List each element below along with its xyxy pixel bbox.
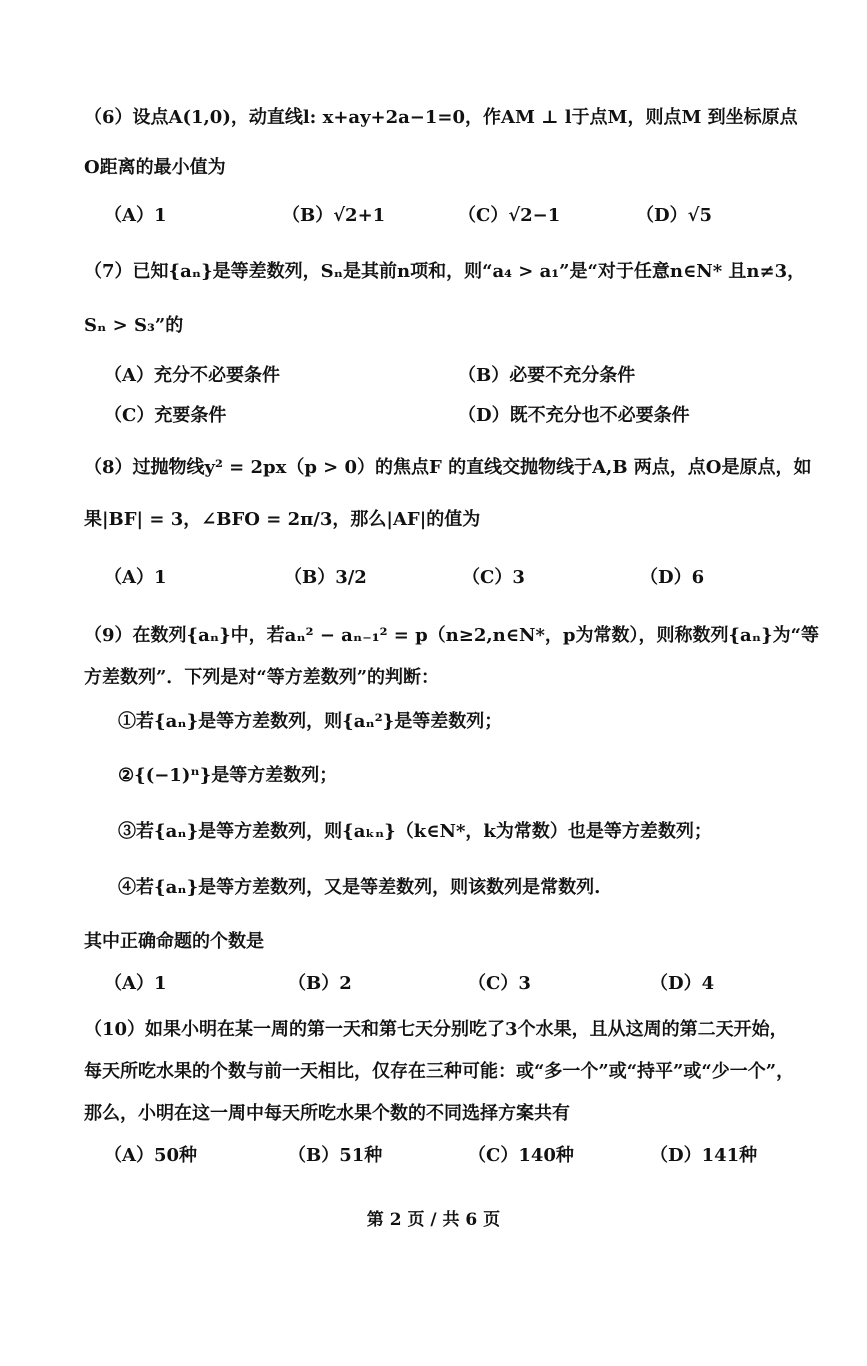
- q8-option-c: （C）3: [462, 567, 525, 588]
- q6-option-d: （D）√5: [636, 205, 712, 226]
- q9-option-b: （B）2: [288, 973, 352, 994]
- q6-line1: （6）设点A(1,0)，动直线l: x+ay+2a−1=0，作AM ⊥ l于点M，则点M 到坐标原点: [84, 107, 798, 128]
- q9-item-3: ③若{aₙ}是等方差数列，则{aₖₙ}（k∈N*，k为常数）也是等方差数列；: [118, 821, 712, 842]
- q6-option-c: （C）√2−1: [458, 205, 561, 226]
- q9-line2: 方差数列”．下列是对“等方差数列”的判断：: [84, 667, 440, 688]
- q10-option-c: （C）140种: [468, 1145, 574, 1166]
- q6-option-a: （A）1: [104, 205, 167, 226]
- q7-option-c: （C）充要条件: [104, 405, 227, 426]
- q6-line2: O距离的最小值为: [84, 157, 226, 178]
- q8-option-d: （D）6: [640, 567, 705, 588]
- q8-option-a: （A）1: [104, 567, 167, 588]
- q9-line1: （9）在数列{aₙ}中，若aₙ² − aₙ₋₁² = p（n≥2,n∈N*，p为常数），则称数列{aₙ}为“等: [84, 625, 819, 646]
- q7-line2: Sₙ > S₃”的: [84, 315, 184, 336]
- q9-option-d: （D）4: [650, 973, 715, 994]
- q10-line1: （10）如果小明在某一周的第一天和第七天分别吃了3个水果，且从这周的第二天开始，: [84, 1019, 788, 1040]
- q8-line2: 果|BF| = 3，∠BFO = 2π/3，那么|AF|的值为: [84, 509, 481, 530]
- q9-item-4: ④若{aₙ}是等方差数列，又是等差数列，则该数列是常数列.: [118, 877, 601, 898]
- q10-line2: 每天所吃水果的个数与前一天相比，仅存在三种可能：或“多一个”或“持平”或“少一个”，: [84, 1061, 795, 1082]
- q7-line1: （7）已知{aₙ}是等差数列，Sₙ是其前n项和，则“a₄ > a₁”是“对于任意n∈N* 且n≠3，: [84, 261, 806, 282]
- q9-line3: 其中正确命题的个数是: [84, 931, 264, 952]
- q10-option-a: （A）50种: [104, 1145, 198, 1166]
- q9-option-c: （C）3: [468, 973, 531, 994]
- q10-option-b: （B）51种: [288, 1145, 383, 1166]
- q9-item-2: ②{(−1)ⁿ}是等方差数列；: [118, 765, 338, 786]
- q10-line3: 那么，小明在这一周中每天所吃水果个数的不同选择方案共有: [84, 1103, 570, 1124]
- q7-option-a: （A）充分不必要条件: [104, 365, 280, 386]
- q6-option-b: （B）√2+1: [282, 205, 386, 226]
- q7-option-b: （B）必要不充分条件: [458, 365, 636, 386]
- q10-option-d: （D）141种: [650, 1145, 758, 1166]
- q7-option-d: （D）既不充分也不必要条件: [458, 405, 690, 426]
- page-footer: 第 2 页 / 共 6 页: [366, 1210, 501, 1230]
- q8-line1: （8）过抛物线y² = 2px（p > 0）的焦点F 的直线交抛物线于A,B 两点，点O是原点，如: [84, 457, 812, 478]
- q8-option-b: （B）3/2: [284, 567, 367, 588]
- q9-item-1: ①若{aₙ}是等方差数列，则{aₙ²}是等差数列；: [118, 711, 503, 732]
- q9-option-a: （A）1: [104, 973, 167, 994]
